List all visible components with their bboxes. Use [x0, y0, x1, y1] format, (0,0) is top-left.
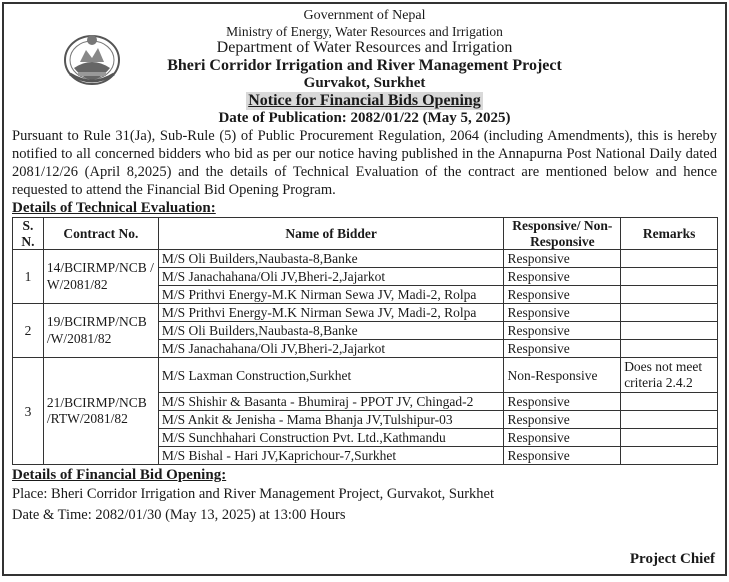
publication-date: Date of Publication: 2082/01/22 (May 5, 2025) [218, 110, 511, 127]
nepal-emblem-icon [62, 28, 122, 88]
cell-remarks [621, 447, 718, 465]
header-project: Bheri Corridor Irrigation and River Management Project [167, 56, 562, 74]
table-header-row [13, 218, 718, 250]
cell-remarks [621, 411, 718, 429]
cell-bidder: M/S Oli Builders,Naubasta-8,Banke [158, 322, 504, 340]
cell-bidder: M/S Prithvi Energy-M.K Nirman Sewa JV, Madi-2, Rolpa [158, 286, 504, 304]
cell-status: Responsive [504, 286, 621, 304]
header-contract: Contract No. [43, 218, 158, 250]
cell-status: Responsive [504, 322, 621, 340]
cell-bidder: M/S Sunchhahari Construction Pvt. Ltd.,Kathmandu [158, 429, 504, 447]
cell-remarks [621, 393, 718, 411]
header-sn: S. N. [13, 218, 44, 250]
technical-evaluation-title: Details of Technical Evaluation: [12, 200, 216, 217]
notice-document [2, 2, 727, 576]
header-location: Gurvakot, Surkhet [303, 74, 426, 91]
cell-status: Responsive [504, 429, 621, 447]
cell-remarks [621, 268, 718, 286]
cell-remarks [621, 286, 718, 304]
cell-bidder: M/S Janachahana/Oli JV,Bheri-2,Jajarkot [158, 340, 504, 358]
cell-status: Responsive [504, 447, 621, 465]
cell-status: Responsive [504, 268, 621, 286]
table-row [13, 250, 718, 268]
header-ministry: Ministry of Energy, Water Resources and Irrigation [226, 23, 503, 39]
cell-remarks [621, 304, 718, 322]
cell-bidder: M/S Janachahana/Oli JV,Bheri-2,Jajarkot [158, 268, 504, 286]
notice-paragraph: Pursuant to Rule 31(Ja), Sub-Rule (5) of Public Procurement Regulation, 2064 (including Amendments), this is hereby notified to all concerned bidders who bid as per our notice having published in the Annapurna Post National Daily dated 2081/12/26 (April 8,2025) and the details of Technical Evaluation of the contract are mentioned below and hence requested to attend the Financial Bid Opening Program. [12, 128, 717, 198]
table-row [13, 304, 718, 322]
cell-status: Responsive [504, 250, 621, 268]
cell-status: Non-Responsive [504, 358, 621, 393]
cell-status: Responsive [504, 304, 621, 322]
cell-sn: 1 [13, 250, 44, 304]
cell-remarks [621, 250, 718, 268]
cell-bidder: M/S Prithvi Energy-M.K Nirman Sewa JV, Madi-2, Rolpa [158, 304, 504, 322]
cell-status: Responsive [504, 411, 621, 429]
cell-status: Responsive [504, 393, 621, 411]
cell-contract: 21/BCIRMP/NCB /RTW/2081/82 [43, 358, 158, 465]
signature-project-chief: Project Chief [629, 551, 715, 567]
cell-remarks [621, 429, 718, 447]
cell-remarks [621, 340, 718, 358]
technical-evaluation-table [12, 217, 718, 465]
financial-datetime: Date & Time: 2082/01/30 (May 13, 2025) at 13:00 Hours [12, 507, 346, 524]
table-row [13, 358, 718, 393]
cell-status: Responsive [504, 340, 621, 358]
cell-bidder: M/S Bishal - Hari JV,Kaprichour-7,Surkhet [158, 447, 504, 465]
cell-contract: 14/BCIRMP/NCB / W/2081/82 [43, 250, 158, 304]
cell-remarks: Does not meet criteria 2.4.2 [621, 358, 718, 393]
financial-opening-title: Details of Financial Bid Opening: [12, 467, 227, 484]
financial-place: Place: Bheri Corridor Irrigation and River Management Project, Gurvakot, Surkhet [12, 486, 494, 503]
cell-bidder: M/S Laxman Construction,Surkhet [158, 358, 504, 393]
notice-title: Notice for Financial Bids Opening [248, 92, 481, 110]
cell-bidder: M/S Shishir & Basanta - Bhumiraj - PPOT JV, Chingad-2 [158, 393, 504, 411]
header-responsive: Responsive/ Non-Responsive [504, 218, 621, 250]
cell-sn: 2 [13, 304, 44, 358]
header-department: Department of Water Resources and Irrigation [216, 38, 513, 56]
header-bidder: Name of Bidder [158, 218, 504, 250]
cell-remarks [621, 322, 718, 340]
header-government: Government of Nepal [303, 8, 426, 23]
header-remarks: Remarks [621, 218, 718, 250]
cell-sn: 3 [13, 358, 44, 465]
cell-contract: 19/BCIRMP/NCB /W/2081/82 [43, 304, 158, 358]
cell-bidder: M/S Ankit & Jenisha - Mama Bhanja JV,Tulshipur-03 [158, 411, 504, 429]
cell-bidder: M/S Oli Builders,Naubasta-8,Banke [158, 250, 504, 268]
